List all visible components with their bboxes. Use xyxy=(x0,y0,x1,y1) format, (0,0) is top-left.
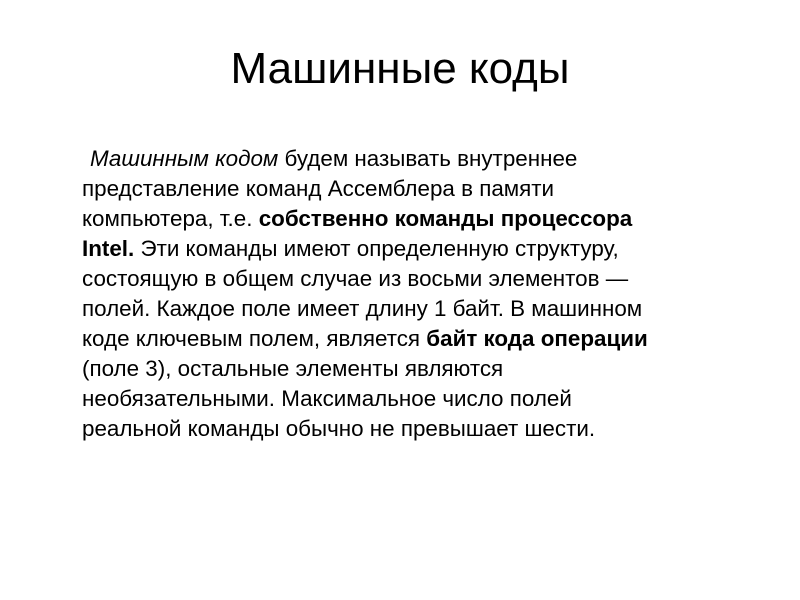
body-line-8: (поле 3), остальные элементы являются xyxy=(82,356,504,381)
body-line-9: необязательными. Максимальное число полей xyxy=(82,386,572,411)
body-text-segment: будем называть внутреннее xyxy=(278,146,578,171)
term-machine-code: Машинным кодом xyxy=(90,146,279,171)
emphasis-processor-commands: собственно команды процессора xyxy=(258,206,633,231)
body-line-6: полей. Каждое поле имеет длину 1 байт. В машинном xyxy=(82,296,643,321)
body-line-1 xyxy=(82,144,742,174)
body-line-4 xyxy=(82,234,742,264)
body-line-7 xyxy=(82,324,742,354)
body-text-segment: компьютера, т.е. xyxy=(82,206,259,231)
body-line-5: состоящую в общем случае из восьми элементов — xyxy=(82,266,629,291)
slide-title: Машинные коды xyxy=(230,44,570,93)
body-line-3 xyxy=(82,204,742,234)
slide-body-text xyxy=(82,144,742,444)
emphasis-opcode-byte: байт кода операции xyxy=(426,326,648,351)
body-line-2: представление команд Ассемблера в памяти xyxy=(82,176,555,201)
body-text-segment: Эти команды имеют определенную структуру, xyxy=(134,236,619,261)
body-text-segment: коде ключевым полем, является xyxy=(82,326,427,351)
emphasis-intel: Intel. xyxy=(82,236,135,261)
body-line-10: реальной команды обычно не превышает шести. xyxy=(82,416,596,441)
